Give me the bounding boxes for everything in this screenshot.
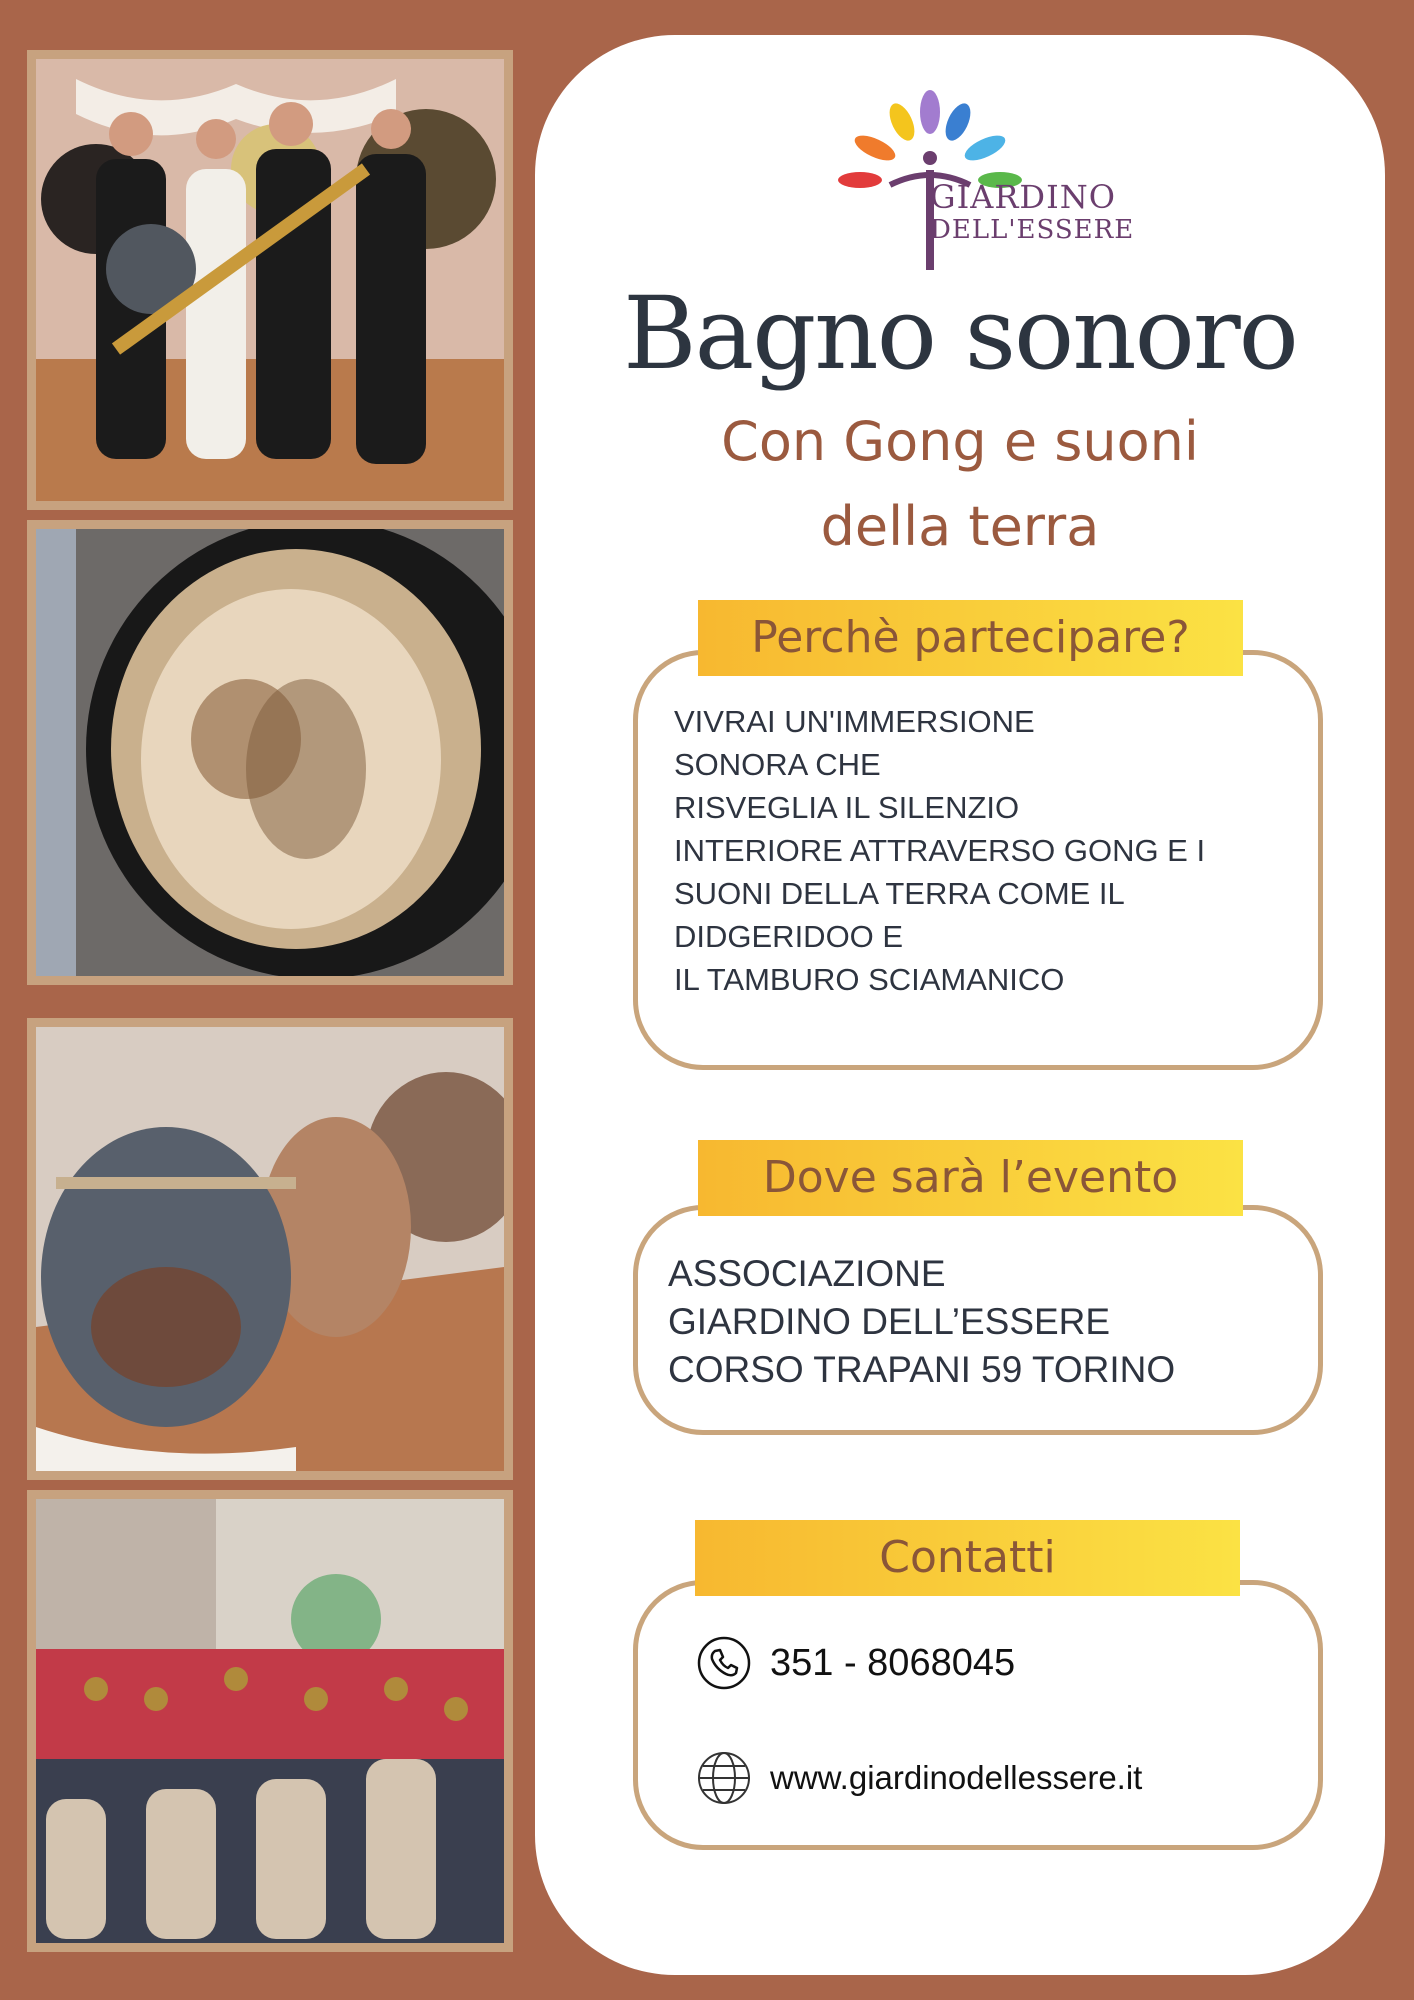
- why-line: INTERIORE ATTRAVERSO GONG E I: [674, 833, 1206, 868]
- why-line: SUONI DELLA TERRA COME IL: [674, 876, 1125, 911]
- why-line: DIDGERIDOO E: [674, 919, 904, 954]
- phone-row[interactable]: [696, 1635, 1015, 1691]
- address-line: CORSO TRAPANI 59 TORINO: [668, 1349, 1176, 1390]
- address-line: ASSOCIAZIONE: [668, 1253, 946, 1294]
- website-row[interactable]: [696, 1750, 1142, 1806]
- globe-icon: [696, 1750, 752, 1806]
- address-line: GIARDINO DELL’ESSERE: [668, 1301, 1111, 1342]
- where-heading: Dove sarà l’evento: [698, 1140, 1243, 1216]
- subtitle-line1: Con Gong e suoni: [721, 410, 1199, 473]
- sound-bath-room-photo: [27, 1490, 513, 1952]
- photo-column: [0, 0, 520, 2000]
- why-line: VIVRAI UN'IMMERSIONE: [674, 704, 1035, 739]
- phone-icon: [696, 1635, 752, 1691]
- why-line: IL TAMBURO SCIAMANICO: [674, 962, 1065, 997]
- musicians-photo: [27, 50, 513, 510]
- why-line: RISVEGLIA IL SILENZIO: [674, 790, 1020, 825]
- why-section: [633, 650, 1323, 1070]
- why-heading: Perchè partecipare?: [698, 600, 1243, 676]
- phone-number: 351 - 8068045: [770, 1641, 1016, 1684]
- contacts-section: [633, 1580, 1323, 1850]
- info-card: [535, 35, 1385, 1975]
- why-line: SONORA CHE: [674, 747, 881, 782]
- page-title: Bagno sonoro: [623, 275, 1297, 392]
- brand-name-line1: GIARDINO: [930, 178, 1116, 216]
- contacts-heading: Contatti: [695, 1520, 1240, 1596]
- drums-photo: [27, 1018, 513, 1480]
- where-section: [633, 1205, 1323, 1435]
- subtitle-line2: della terra: [820, 495, 1100, 558]
- where-text: [668, 1250, 1288, 1394]
- gong-photo: [27, 520, 513, 985]
- website-link[interactable]: www.giardinodellessere.it: [770, 1759, 1143, 1796]
- brand-name-line2: DELL'ESSERE: [930, 215, 1135, 245]
- why-text: [674, 700, 1288, 1001]
